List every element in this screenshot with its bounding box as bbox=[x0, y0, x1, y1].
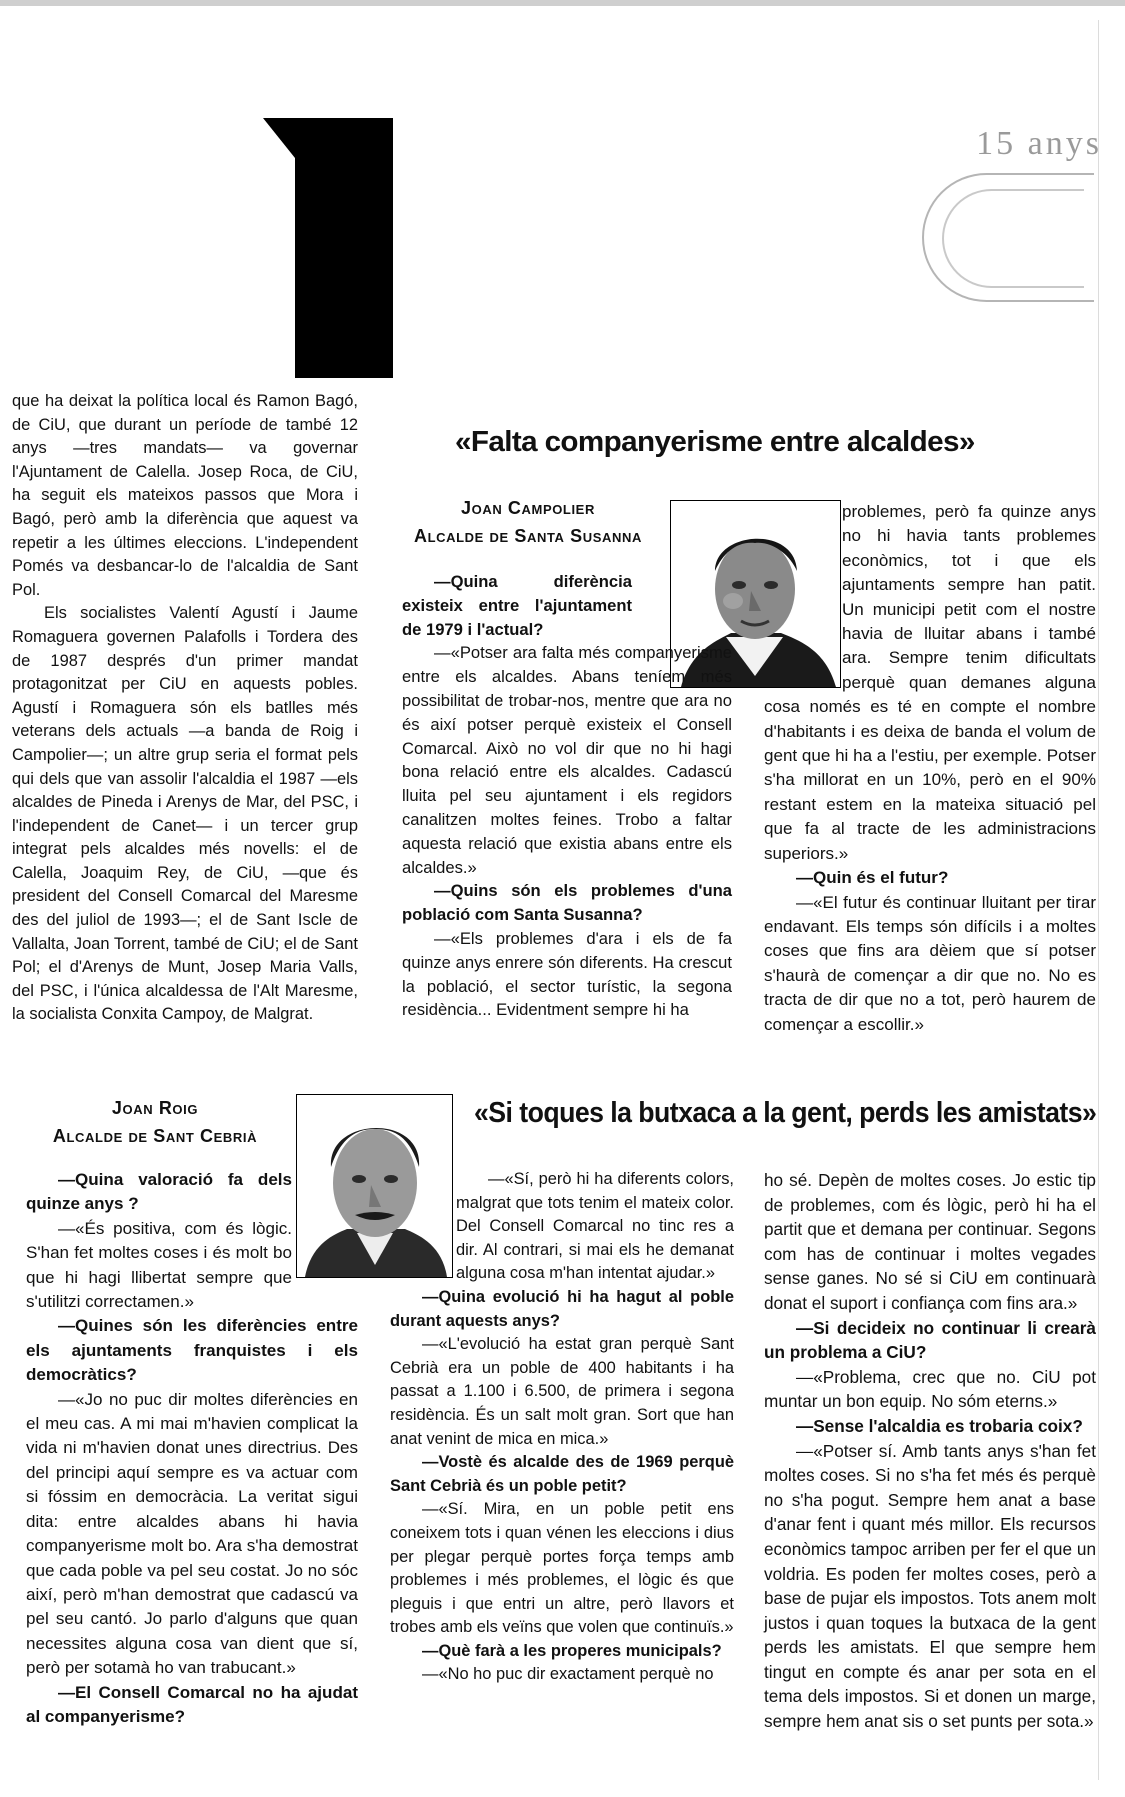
decorative-black-notch bbox=[263, 118, 295, 158]
byline-interview-2 bbox=[12, 1094, 298, 1150]
headline-interview-1: «Falta companyerisme entre alcaldes» bbox=[455, 426, 975, 458]
interview-question: —El Consell Comarcal no ha ajudat al companyerisme? bbox=[26, 1682, 358, 1726]
interview-question: —Què farà a les properes municipals? bbox=[422, 1641, 722, 1660]
paragraph: Els socialistes Valentí Agustí i Jaume Romaguera governen Palafolls i Tordera des de 1987 després d'un primer mandat protagonitzat per CiU en aquests pobles. Agustí i Romaguera són els batlles més veterans dels actuals —a banda de Roig i Campolier—; un altre grup seria el format pels qui dels que van assolir l'alcaldia el 1987 —els alcaldes de Pineda i Arenys de Mar, del PSC, i l'independent de Canet— i un tercer grup integrat pels alcaldes més novells: el de Calella, Joaquim Rey, de CiU, —que és president del Consell Comarcal del Maresme des del juliol de 1993—; el de Sant Iscle de Vallalta, Joan Torrent, també de CiU; el de Sant Pol; el d'Arenys de Munt, Josep Maria Valls, del PSC, i l'única alcaldessa de l'Alt Maresme, la socialista Conxita Campoy, de Malgrat. bbox=[12, 604, 358, 1024]
interview-answer: —«Problema, crec que no. CiU pot muntar un bon equip. No sóm eterns.» bbox=[764, 1366, 1096, 1412]
interview-answer: —«El futur és continuar lluitant per tirar endavant. Els temps són difícils i a moltes coses que fins ara dèiem que sí potser s'haurà de començar a dir que no. No es tracta de dir que no a tot, però haurem de començar a escollir.» bbox=[764, 892, 1096, 1034]
interview-answer: —«Els problemes d'ara i els de fa quinze anys enrere són diferents. Ha crescut la població, el sector turístic, la segona residència... Evidentment sempre hi ha bbox=[402, 928, 732, 1020]
interview-question: —Quina valoració fa dels quinze anys ? bbox=[26, 1170, 292, 1214]
interview-answer: —«Potser ara falta més companyerisme entre els alcaldes. Abans teníem més possibilitat de trobar-nos, mentre que ara no és així potser perquè existeix el Consell Comarcal. Això no vol dir que no hi hagi bona relació entre els alcaldes. Cadascú lluita pel seu ajuntament i els regidors canalitzen moltes feines. Trobo a faltar aquesta relació que existia abans entre els alcaldes.» bbox=[402, 643, 732, 877]
interview-1-column-a bbox=[402, 570, 732, 1022]
anniversary-logo bbox=[922, 125, 1102, 315]
byline-interview-1 bbox=[392, 494, 664, 550]
interviewee-name: Joan Campolier bbox=[461, 498, 595, 518]
interview-question: —Sense l'alcaldia es trobaria coix? bbox=[796, 1415, 1083, 1436]
top-edge bbox=[0, 0, 1125, 6]
interview-2-column-b bbox=[390, 1168, 734, 1687]
interview-question: —Vostè és alcalde des de 1969 perquè Sant Cebrià és un poble petit? bbox=[390, 1453, 734, 1495]
interview-answer: —«No ho puc dir exactament perquè no bbox=[422, 1665, 714, 1684]
interview-1-column-b bbox=[764, 500, 1096, 1037]
interview-answer: —«Jo no puc dir moltes diferències en el meu cas. A mi mai m'havien complicat la vida ni m'havien donat unes directrius. Des del principi aquí sempre es va actuar com si fóssim en democràcia. La veritat sigui dita: entre alcaldes abans hi havia companyerisme molt bo. Ara s'ha demostrat que cada poble va pel seu costat. Jo no sóc així, però m'han demostrat que cadascú va pel seu cantó. Jo parlo d'alguns que quan necessites alguna cosa van dient que sí, però per sotamà ho van trabucant.» bbox=[26, 1389, 358, 1678]
interview-answer: —«Potser sí. Amb tants anys s'han fet moltes coses. Si no s'ha fet més és perquè no s'ha pogut. Sempre hem anat a base d'anar fent i quant més millor. Els recursos econòmics tampoc arriben per fer el que un voldria. Es poden fer moltes coses, però a base de pujar els impostos. Tots anem molt justos i quan toques la butxaca de la gent perds les amistats. El que sempre hem tingut en compte és anar per sota en el tema dels impostos. Si et donen un marge, sempre hem anat sis o set punts per sota.» bbox=[764, 1440, 1096, 1732]
interview-answer: —«Sí. Mira, en un poble petit ens coneixem tots i quan vénen les eleccions i dius per plegar perquè portes força temps amb problemes i més problemes, el lògic és que pleguis i que entri un altre, però llavors et trobes amb els veïns que volen que continuïs.» bbox=[390, 1500, 734, 1637]
interview-question: —Quin és el futur? bbox=[796, 868, 949, 888]
interviewee-role: Alcalde de Santa Susanna bbox=[414, 526, 642, 546]
interviewee-role: Alcalde de Sant Cebrià bbox=[52, 1126, 258, 1146]
interview-answer: ho sé. Depèn de moltes coses. Jo estic tip de problemes, com és lògic, però hi ha el partit que et demana per continuar. Segons com has de continuar i moltes vegades sense ganes. No sé si CiU em continuarà donat el suport i confiança com fins ara.» bbox=[764, 1170, 1096, 1313]
interview-question: —Quines són les diferències entre els ajuntaments franquistes i els democràtics? bbox=[26, 1316, 358, 1385]
interview-question: —Quina evolució hi ha hagut al poble durant aquests anys? bbox=[390, 1287, 734, 1330]
interview-question: —Si decideix no continuar li crearà un problema a CiU? bbox=[764, 1317, 1096, 1363]
interview-2-column-c bbox=[764, 1168, 1096, 1734]
interview-answer: problemes, però fa quinze anys no hi havia tants problemes econòmics, tot i que els ajuntaments sempre han patit. Un municipi petit com el nostre havia de lluitar abans i també ara. Sempre tenim dificultats perquè quan demanes alguna cosa només es té en compte el nombre d'habitants i es deixa de banda el volum de gent que hi ha a l'estiu, per exemple. Potser s'ha millorat en un 10%, però en el 90% restant estem en la mateixa situació pel que fa al tracte de les administracions superiors.» bbox=[764, 502, 1096, 863]
headline-interview-2: «Si toques la butxaca a la gent, perds les amistats» bbox=[474, 1097, 1097, 1129]
decorative-black-block bbox=[295, 118, 393, 378]
interview-question: —Quina diferència existeix entre l'ajuntament de 1979 i l'actual? bbox=[402, 572, 632, 639]
logo-c-shape bbox=[922, 173, 1094, 302]
interview-answer: —«L'evolució ha estat gran perquè Sant Cebrià era un poble de 400 habitants i ha passat a 1.100 i 6.500, de primera i segona residència. És un salt molt gran. Sort que han anat venint de mica en mica.» bbox=[390, 1335, 734, 1448]
interview-question: —Quins són els problemes d'una població com Santa Susanna? bbox=[402, 881, 732, 925]
interview-2-column-a bbox=[26, 1168, 358, 1729]
interviewee-name: Joan Roig bbox=[111, 1098, 199, 1118]
interview-answer: —«Sí, però hi ha diferents colors, malgrat que tots tenim el mateix color. Del Consell Comarcal no tinc res a dir. Al contrari, si mai els he demanat alguna cosa m'han intentat ajudar.» bbox=[456, 1170, 734, 1283]
paragraph: que ha deixat la política local és Ramon Bagó, de CiU, que durant un període de també 12 anys —tres mandats— va governar l'Ajuntament de Calella. Josep Roca, de CiU, ha seguit els mateixos passos que Mora i Bagó, però amb la diferència que aquest va repetir a les últimes eleccions. L'independent Pomés va desbancar-lo de l'alcaldia de Sant Pol. bbox=[12, 392, 358, 599]
article-column-left bbox=[12, 390, 358, 1027]
interview-answer: —«És positiva, com és lògic. S'han fet moltes coses i és molt bo que hi hagi llibertat sempre que s'utilitzi correctamen.» bbox=[26, 1218, 292, 1312]
logo-text: 15 anys bbox=[976, 125, 1102, 162]
